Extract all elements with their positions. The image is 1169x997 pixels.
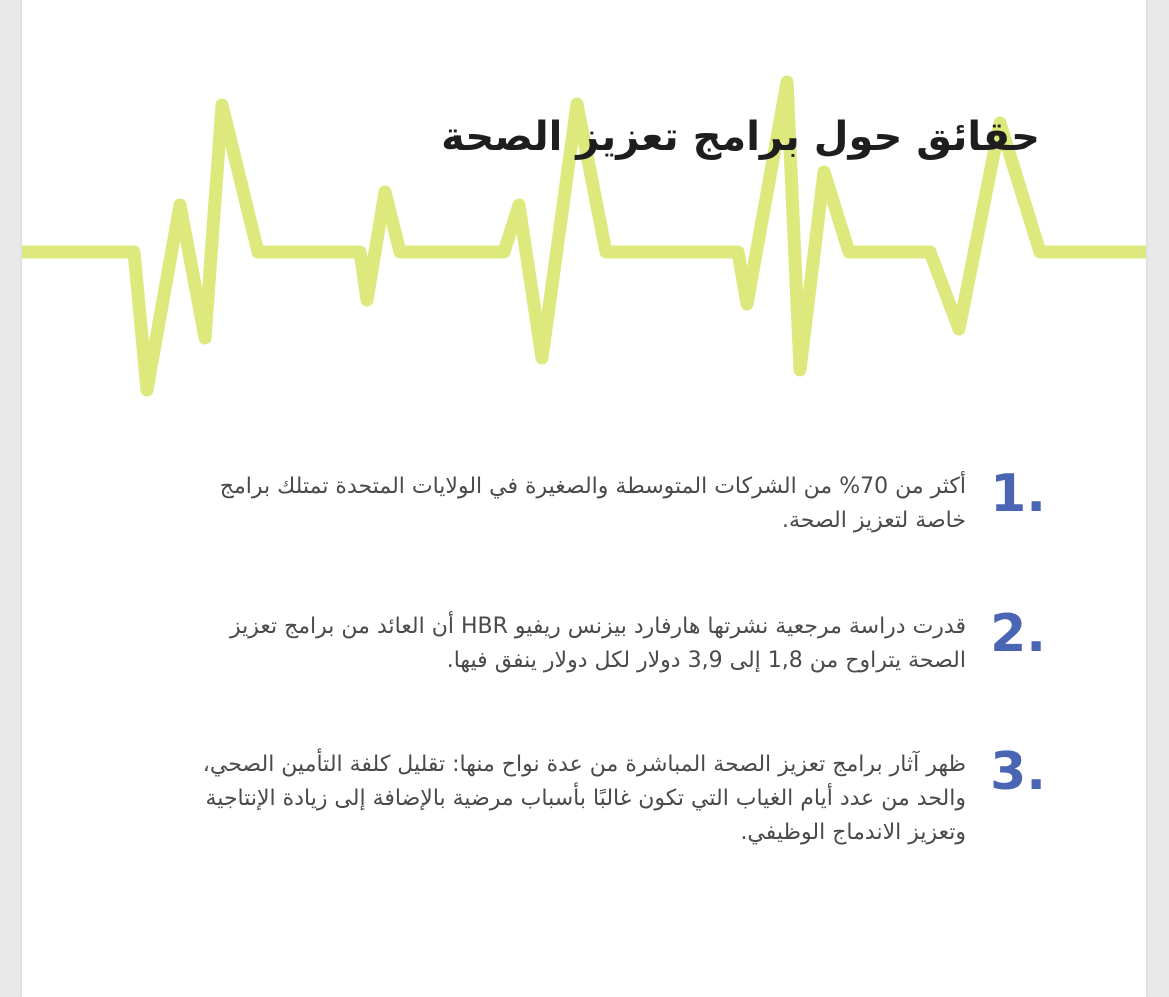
- fact-text: قدرت دراسة مرجعية نشرتها هارفارد بيزنس ريفيو HBR أن العائد من برامج تعزيز الصحة يتراوح من 1,8 إلى 3,9 دولار لكل دولار ينفق فيها.: [229, 614, 966, 673]
- fact-number: 1.: [990, 464, 1046, 524]
- fact-item-1: [166, 464, 1046, 538]
- fact-number: 3.: [990, 742, 1046, 802]
- fact-item-3: [166, 742, 1046, 850]
- heartbeat-line-graphic: [22, 0, 1146, 420]
- document-sheet: [22, 0, 1146, 997]
- page-title: حقائق حول برامج تعزيز الصحة: [441, 114, 1040, 160]
- fact-number: 2.: [990, 604, 1046, 664]
- fact-text: أكثر من 70% من الشركات المتوسطة والصغيرة في الولايات المتحدة تمتلك برامج خاصة لتعزيز الصحة.: [219, 474, 966, 533]
- fact-item-2: [166, 604, 1046, 678]
- fact-text: ظهر آثار برامج تعزيز الصحة المباشرة من عدة نواح منها: تقليل كلفة التأمين الصحي، والحد من عدد أيام الغياب التي تكون غالبًا بأسباب مرضية بالإضافة إلى زيادة الإنتاجية وتعزيز الاندماج الوظيفي.: [202, 752, 966, 845]
